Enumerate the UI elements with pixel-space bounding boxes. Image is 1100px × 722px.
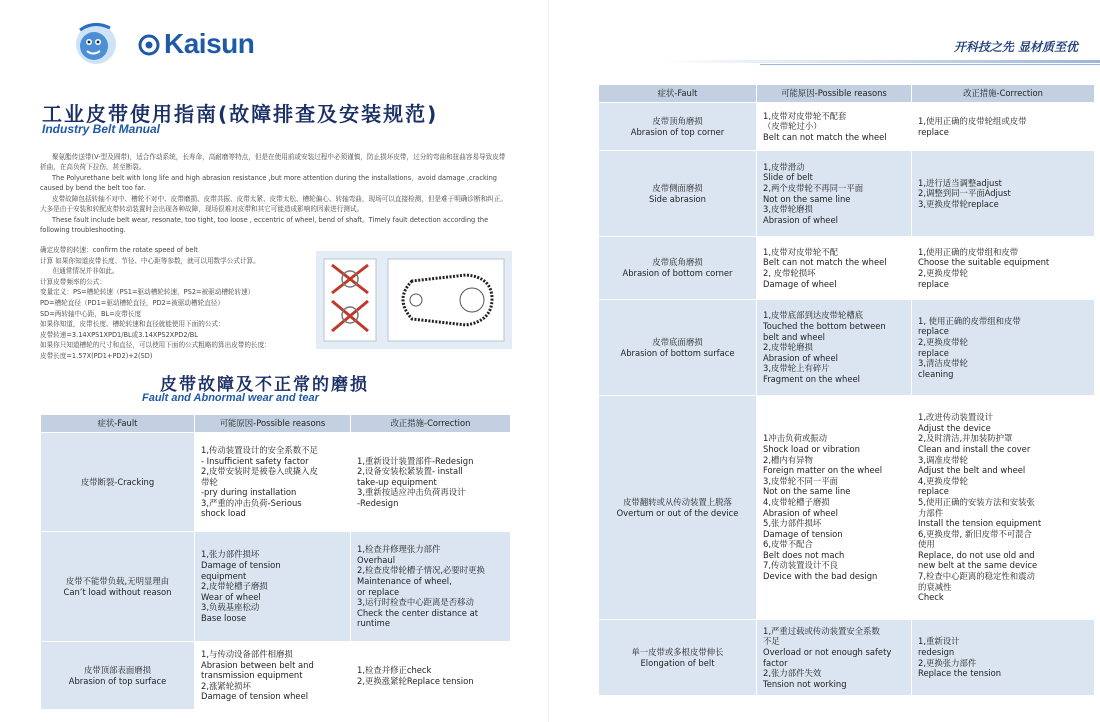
correction-cell: 1,检查并修正check 2,更换涨紧轮Replace tension [351, 642, 511, 710]
reasons-cell: 1,皮带底部到达皮带轮槽底 Touched the bottom between belt and wheel 2,皮带轮磨损 Abrasion of wheel 3,皮带轮上有碎片 Fragment on the wheel [757, 300, 912, 396]
section-title: 皮带故障及不正常的磨损 [160, 375, 369, 395]
correction-cell: 1, 使用正确的皮带组和皮带 replace 2,更换皮带轮 replace 3,清洁皮带轮 cleaning [912, 300, 1095, 396]
page-subtitle: Industry Belt Manual [42, 122, 161, 136]
fault-cell: 皮带不能带负载,无明显理由 Can’t load without reason [41, 532, 195, 642]
formula-line: 确定皮带的转速：confirm the rotate speed of belt [40, 246, 198, 254]
header-rule-thin [760, 64, 1100, 65]
header-reasons: 可能原因-Possible reasons [757, 85, 912, 103]
fault-cell: 皮带侧面磨损 Side abrasion [599, 151, 757, 237]
formula-block [40, 245, 330, 362]
table-row [599, 300, 1095, 396]
fault-table-right [598, 84, 1095, 696]
header-rule [660, 60, 1100, 63]
correction-cell: 1,检查并修理张力部件 Overhaul 2,检查皮带轮槽子情况,必要时更换 Maintenance of wheel, or replace 3,运行时检查中心距离是否移动 Check the center distance at runtime [351, 532, 511, 642]
reasons-cell: 1,皮带对皮带轮不配套 （皮带轮过小） Belt can not match the wheel [757, 103, 912, 151]
mascot-icon [72, 18, 124, 70]
formula-line: SD=两转轴中心距，BL=皮带长度 [40, 309, 142, 318]
correction-cell: 1,使用正确的皮带轮组或皮带 replace [912, 103, 1095, 151]
header-correction: 改正措施-Correction [912, 85, 1095, 103]
correction-cell: 1,重新设计装置部件-Redesign 2,设备安装松紧装置- install take-up equipment 3,重新按适应冲击负荷再设计 -Redesign [351, 433, 511, 532]
correction-cell: 1,重新设计 redesign 2,更换张力部件 Replace the tension [912, 620, 1095, 696]
kaisun-mark-icon [138, 34, 160, 56]
table-row [41, 433, 511, 532]
intro-paragraph-3: 皮带故障包括转轴不对中、槽轮不对中、皮带磨损、皮带共振、皮带太紧、皮带太松、槽轮偏心、转轴弯曲，现场可以直接检测，但是难于明确诊断和纠正。大多是由于安装和转配皮带转动装置时会出现各种故障，现场很难对皮带和其它可能造成影响的因素进行测试。 [40, 195, 507, 213]
table-row [599, 396, 1095, 620]
formula-line: 计算 如果你知道皮带长度、节径、中心距等参数，就可以用数学公式计算。 [40, 256, 260, 265]
fault-cell: 皮带翻转或从传动装置上脱落 Overtum or out of the device [599, 396, 757, 620]
fault-table-left [40, 414, 511, 710]
header-fault: 症状-Fault [41, 415, 195, 433]
formula-line: 但通常情况并非如此。 [40, 267, 119, 276]
correction-cell: 1,改进传动装置设计 Adjust the device 2,及时清洁,并加装防护罩 Clean and install the cover 3,调准皮带轮 Adjust the belt and wheel 4,更换皮带轮 replace 5,使用正确的安装方法和安装张 力部件 Install the tension equipment 6,更换皮带, 新旧皮带不可混合 使用 Replace, do not use old and new belt at the same device 7,检查中心距离的稳定性和震动 的衰减性 Check [912, 396, 1095, 620]
reasons-cell: 1,与传动设备部件相磨损 Abrasion between belt and transmission equipment 2,涨紧轮损坏 Damage of tension wheel [195, 642, 351, 710]
correction-cell: 1,使用正确的皮带组和皮带 Choose the suitable equipment 2,更换皮带轮 replace [912, 237, 1095, 300]
reasons-cell: 1,严重过载或传动装置安全系数 不足 Overload or not enough safety factor 2,张力部件失效 Tension not working [757, 620, 912, 696]
fault-cell: 单一皮带或多根皮带伸长 Elongation of belt [599, 620, 757, 696]
formula-line: 皮带长度=1.57X(PD1+PD2)+2(SD) [40, 351, 153, 360]
section-subtitle: Fault and Abnormal wear and tear [142, 392, 319, 404]
header-reasons: 可能原因-Possible reasons [195, 415, 351, 433]
brand-name: Kaisun [164, 28, 255, 59]
table-row [599, 151, 1095, 237]
belt-diagram-icon [316, 251, 512, 349]
formula-line: 计算皮带频率的公式： [40, 277, 106, 286]
intro-paragraph-1: 聚氨酯传送带(V-型及圆带)，适合作动系统，长寿命，高耐磨等特点，但是在使用前或安装过程中必须谨慎，防止损坏皮带，过分的弯曲和扭曲容易导致皮带折曲，在高负荷下拉伤，甚至断裂。 [40, 153, 506, 171]
reasons-cell: 1,张力部件损坏 Damage of tension equipment 2,皮带轮槽子磨损 Wear of wheel 3,负载基座松动 Base loose [195, 532, 351, 642]
intro-paragraph-4: These fault include belt wear, resonate, too tight, too loose , eccentric of wheel, bend of shaft。Timely fault detection according the following troubleshooting. [40, 216, 489, 234]
table-row [599, 237, 1095, 300]
fault-cell: 皮带底角磨损 Abrasion of bottom corner [599, 237, 757, 300]
formula-line: 如果你只知道槽轮的尺寸和直径，可以使用下面的公式粗略的算出皮带的长度： [40, 341, 271, 350]
formula-line: 如果你知道，皮带长度、槽轮转速和直径就能使用下面的公式： [40, 320, 225, 329]
table-row [599, 103, 1095, 151]
brand-slogan: 开科技之先 显材质至优 [953, 40, 1078, 54]
formula-line: PD=槽轮直径（PD1=驱动槽轮直径，PD2=被驱动槽轮直径） [40, 298, 224, 307]
page-title: 工业皮带使用指南(故障排查及安装规范) [42, 102, 439, 126]
intro-text [40, 153, 510, 237]
formula-line: 皮带转速=3.14XPS1XPD1/BL或3.14XPS2XPD2/BL [40, 330, 198, 339]
reasons-cell: 1,皮带对皮带轮不配 Belt can not match the wheel 2, 皮带轮损坏 Damage of wheel [757, 237, 912, 300]
table-row [41, 642, 511, 710]
fault-cell: 皮带顶角磨损 Abrasion of top corner [599, 103, 757, 151]
correction-cell: 1,进行适当调整adjust 2,调整到同一平面Adjust 3,更换皮带轮replace [912, 151, 1095, 237]
formula-line: 变量定义：PS=槽轮转速（PS1=驱动槽轮转速，PS2=被驱动槽轮转速） [40, 288, 255, 297]
table-row [599, 620, 1095, 696]
belt-illustration [316, 251, 512, 349]
header-correction: 改正措施-Correction [351, 415, 511, 433]
brand-logo [72, 18, 312, 70]
table-row [41, 532, 511, 642]
fault-cell: 皮带底面磨损 Abrasion of bottom surface [599, 300, 757, 396]
reasons-cell: 1,皮带滑动 Slide of belt 2,两个皮带轮不再同一平面 Not on the same line 3,皮带轮磨损 Abrasion of wheel [757, 151, 912, 237]
fault-cell: 皮带断裂-Cracking [41, 433, 195, 532]
page-divider [548, 0, 549, 722]
fault-cell: 皮带顶部表面磨损 Abrasion of top surface [41, 642, 195, 710]
reasons-cell: 1冲击负荷或振动 Shock load or vibration 2,槽内有异物 Foreign matter on the wheel 3,皮带轮不同一平面 Not on the same line 4,皮带轮槽子磨损 Abrasion of wheel 5,张力部件损坏 Damage of tension 6,皮带不配合 Belt does not mach 7,传动装置设计不良 Device with the bad design [757, 396, 912, 620]
header-fault: 症状-Fault [599, 85, 757, 103]
reasons-cell: 1,传动装置设计的安全系数不足 - Insufficient safety factor 2,皮带安装时是被卷入或撬入皮 带轮 -pry during installation 3,严重的冲击负荷-Serious shock load [195, 433, 351, 532]
intro-paragraph-2: The Polyurethane belt with long life and high abrasion resistance ,but more attention during the installations，avoid damage ,cracking caused by bend the belt too far. [40, 174, 497, 192]
